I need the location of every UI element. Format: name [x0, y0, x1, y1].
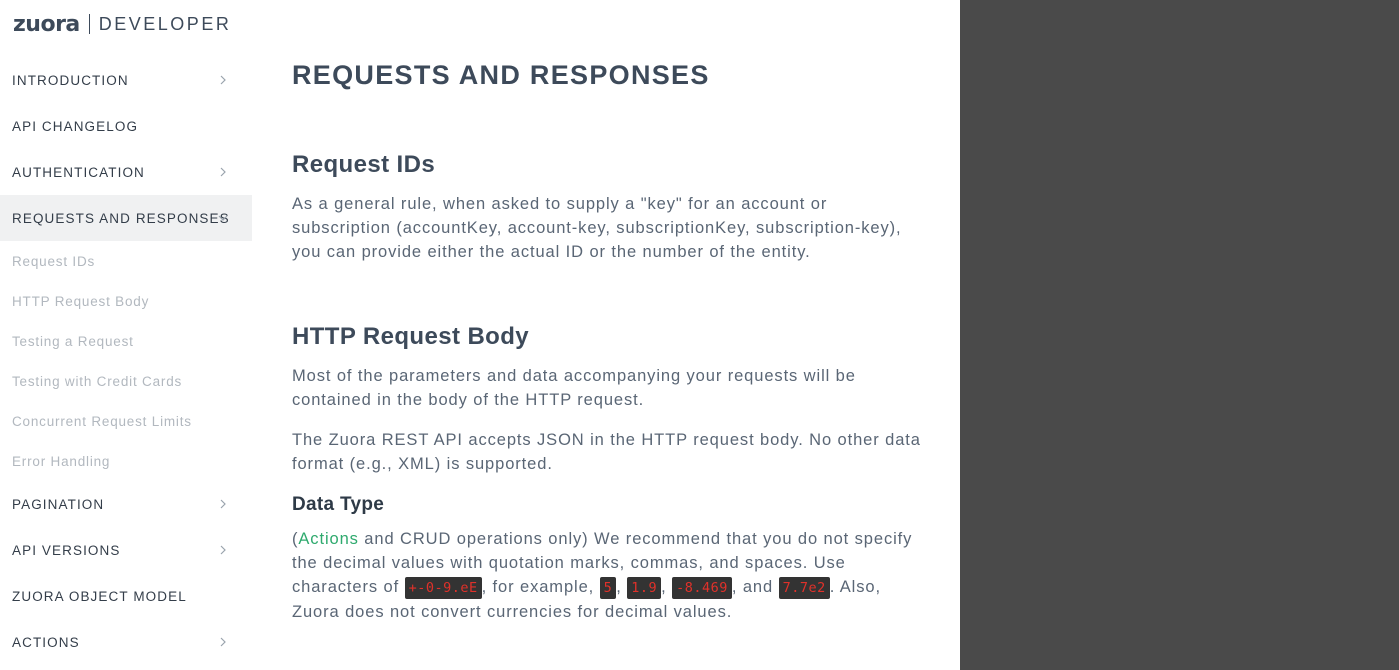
sidebar-item-authentication[interactable] — [0, 149, 252, 195]
sidebar — [0, 0, 252, 670]
sidebar-item-zuora-object-model[interactable] — [0, 573, 252, 619]
code-snippet: 5 — [600, 577, 617, 599]
sidebar-subitem-concurrent-request-limits[interactable]: Concurrent Request Limits — [12, 413, 192, 429]
sidebar-item-label: INTRODUCTION — [12, 72, 129, 88]
chevron-right-icon — [216, 497, 230, 511]
sidebar-item-label: PAGINATION — [12, 496, 105, 512]
code-snippet: -8.469 — [672, 577, 732, 599]
sidebar-item-label: REQUESTS AND RESPONSES — [12, 210, 230, 226]
text-span: , for example, — [481, 578, 600, 596]
text-span: , — [616, 578, 628, 596]
section-heading-data-type: Data Type — [292, 494, 385, 515]
sidebar-subitem-testing-a-request[interactable]: Testing a Request — [12, 333, 134, 349]
chevron-right-icon — [216, 635, 230, 649]
data-type-paragraph — [292, 527, 922, 624]
text-span: and CRUD operations only) We recommend that you do not specify the decimal values with quotation marks, commas, and spaces. Use characters of — [292, 530, 913, 596]
sidebar-item-label: ACTIONS — [12, 634, 80, 650]
code-snippet: 7.7e2 — [779, 577, 830, 599]
http-body-paragraph-2: The Zuora REST API accepts JSON in the HTTP request body. No other data format (e.g., XML) is supported. — [292, 431, 921, 473]
sidebar-item-label: API CHANGELOG — [12, 118, 139, 134]
code-samples-panel — [960, 0, 1399, 670]
request-ids-paragraph: As a general rule, when asked to supply a "key" for an account or subscription (accountKey, account-key, subscriptionKey, subscription-key), you can provide either the actual ID or the number of the entity. — [292, 195, 902, 261]
page-title: REQUESTS AND RESPONSES — [292, 60, 710, 90]
section-heading-request-ids: Request IDs — [292, 151, 436, 178]
sidebar-subitem-http-request-body[interactable]: HTTP Request Body — [12, 293, 150, 309]
sidebar-subitem-testing-with-credit-cards[interactable]: Testing with Credit Cards — [12, 373, 183, 389]
logo-subtitle: DEVELOPER — [98, 13, 232, 34]
text-span: , and — [731, 578, 779, 596]
code-snippet: 1.9 — [627, 577, 661, 599]
chevron-right-icon — [216, 165, 230, 179]
sidebar-item-label: API VERSIONS — [12, 542, 121, 558]
text-span: . Also, Zuora does not convert currencies for decimal values. — [292, 578, 881, 621]
sidebar-item-requests-and-responses[interactable] — [0, 195, 252, 241]
brand-logo[interactable] — [13, 10, 231, 38]
sidebar-item-api-changelog[interactable] — [0, 103, 252, 149]
text-span: ( — [292, 530, 299, 548]
actions-link[interactable]: Actions — [298, 530, 359, 548]
chevron-right-icon — [216, 543, 230, 557]
zuora-logo: zuora — [13, 11, 80, 37]
sidebar-item-label: ZUORA OBJECT MODEL — [12, 588, 187, 604]
sidebar-item-actions[interactable] — [0, 619, 252, 665]
sidebar-item-label: AUTHENTICATION — [12, 164, 145, 180]
chevron-right-icon — [216, 73, 230, 87]
sidebar-item-api-versions[interactable] — [0, 527, 252, 573]
logo-divider — [89, 14, 90, 34]
sidebar-subitem-error-handling[interactable]: Error Handling — [12, 453, 111, 469]
code-snippet: +-0-9.eE — [405, 577, 482, 599]
text-span: , — [661, 578, 673, 596]
chevron-down-icon — [216, 211, 230, 225]
sidebar-item-introduction[interactable] — [0, 57, 252, 103]
sidebar-item-pagination[interactable] — [0, 481, 252, 527]
http-body-paragraph-1: Most of the parameters and data accompanying your requests will be contained in the body of the HTTP request. — [292, 367, 856, 409]
section-heading-http-request-body: HTTP Request Body — [292, 323, 530, 350]
sidebar-subitem-request-ids[interactable]: Request IDs — [12, 253, 96, 269]
